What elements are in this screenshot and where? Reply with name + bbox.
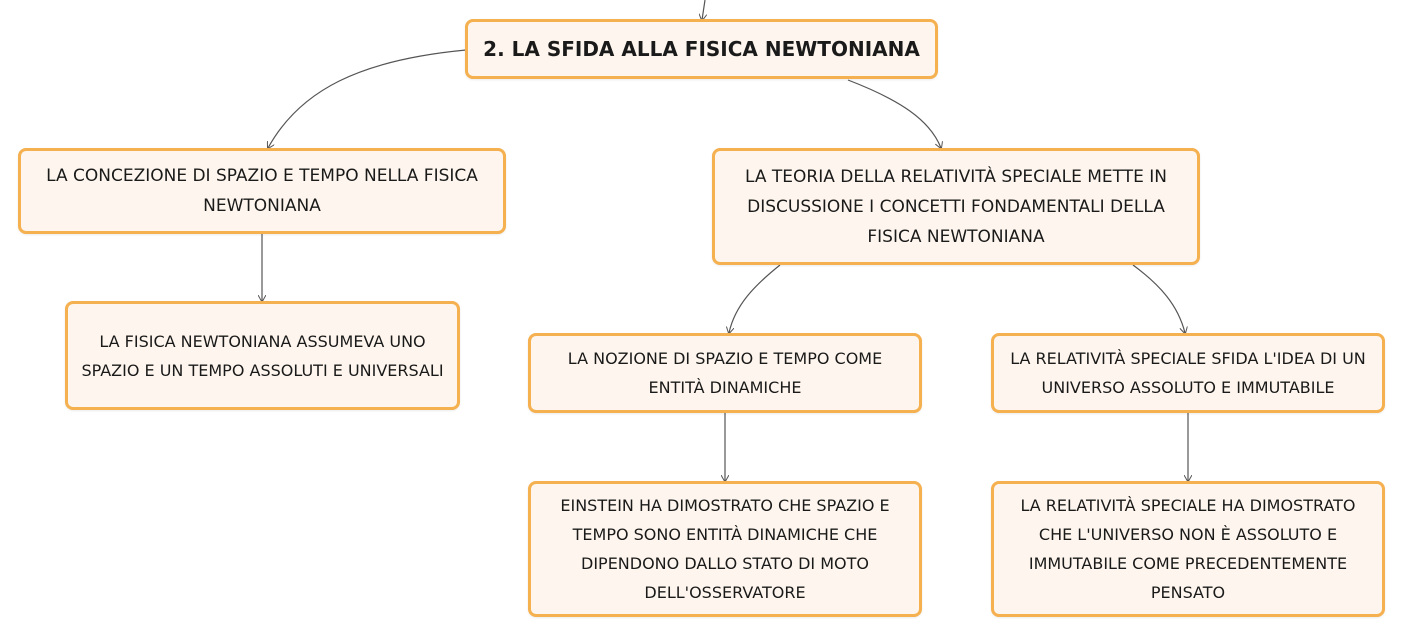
edge-incoming [702, 0, 705, 20]
node-left-detail[interactable]: LA FISICA NEWTONIANA ASSUMEVA UNO SPAZIO E UN TEMPO ASSOLUTI E UNIVERSALI [65, 301, 460, 410]
node-mid-detail[interactable]: EINSTEIN HA DIMOSTRATO CHE SPAZIO E TEMPO SONO ENTITÀ DINAMICHE CHE DIPENDONO DALLO STATO DI MOTO DELL'OSSERVATORE [528, 481, 922, 617]
node-root[interactable]: 2. LA SFIDA ALLA FISICA NEWTONIANA [465, 19, 938, 79]
node-far-concept[interactable]: LA RELATIVITÀ SPECIALE SFIDA L'IDEA DI UN UNIVERSO ASSOLUTO E IMMUTABILE [991, 333, 1385, 413]
edge-root-right [848, 80, 941, 148]
edge-right-mid [729, 265, 780, 333]
node-mid-concept[interactable]: LA NOZIONE DI SPAZIO E TEMPO COME ENTITÀ DINAMICHE [528, 333, 922, 413]
node-right-concept[interactable]: LA TEORIA DELLA RELATIVITÀ SPECIALE METTE IN DISCUSSIONE I CONCETTI FONDAMENTALI DELLA FISICA NEWTONIANA [712, 148, 1200, 265]
node-far-detail[interactable]: LA RELATIVITÀ SPECIALE HA DIMOSTRATO CHE L'UNIVERSO NON È ASSOLUTO E IMMUTABILE COME PRECEDENTEMENTE PENSATO [991, 481, 1385, 617]
edge-root-left [268, 50, 466, 148]
node-left-concept[interactable]: LA CONCEZIONE DI SPAZIO E TEMPO NELLA FISICA NEWTONIANA [18, 148, 506, 234]
edge-right-far [1133, 265, 1185, 333]
